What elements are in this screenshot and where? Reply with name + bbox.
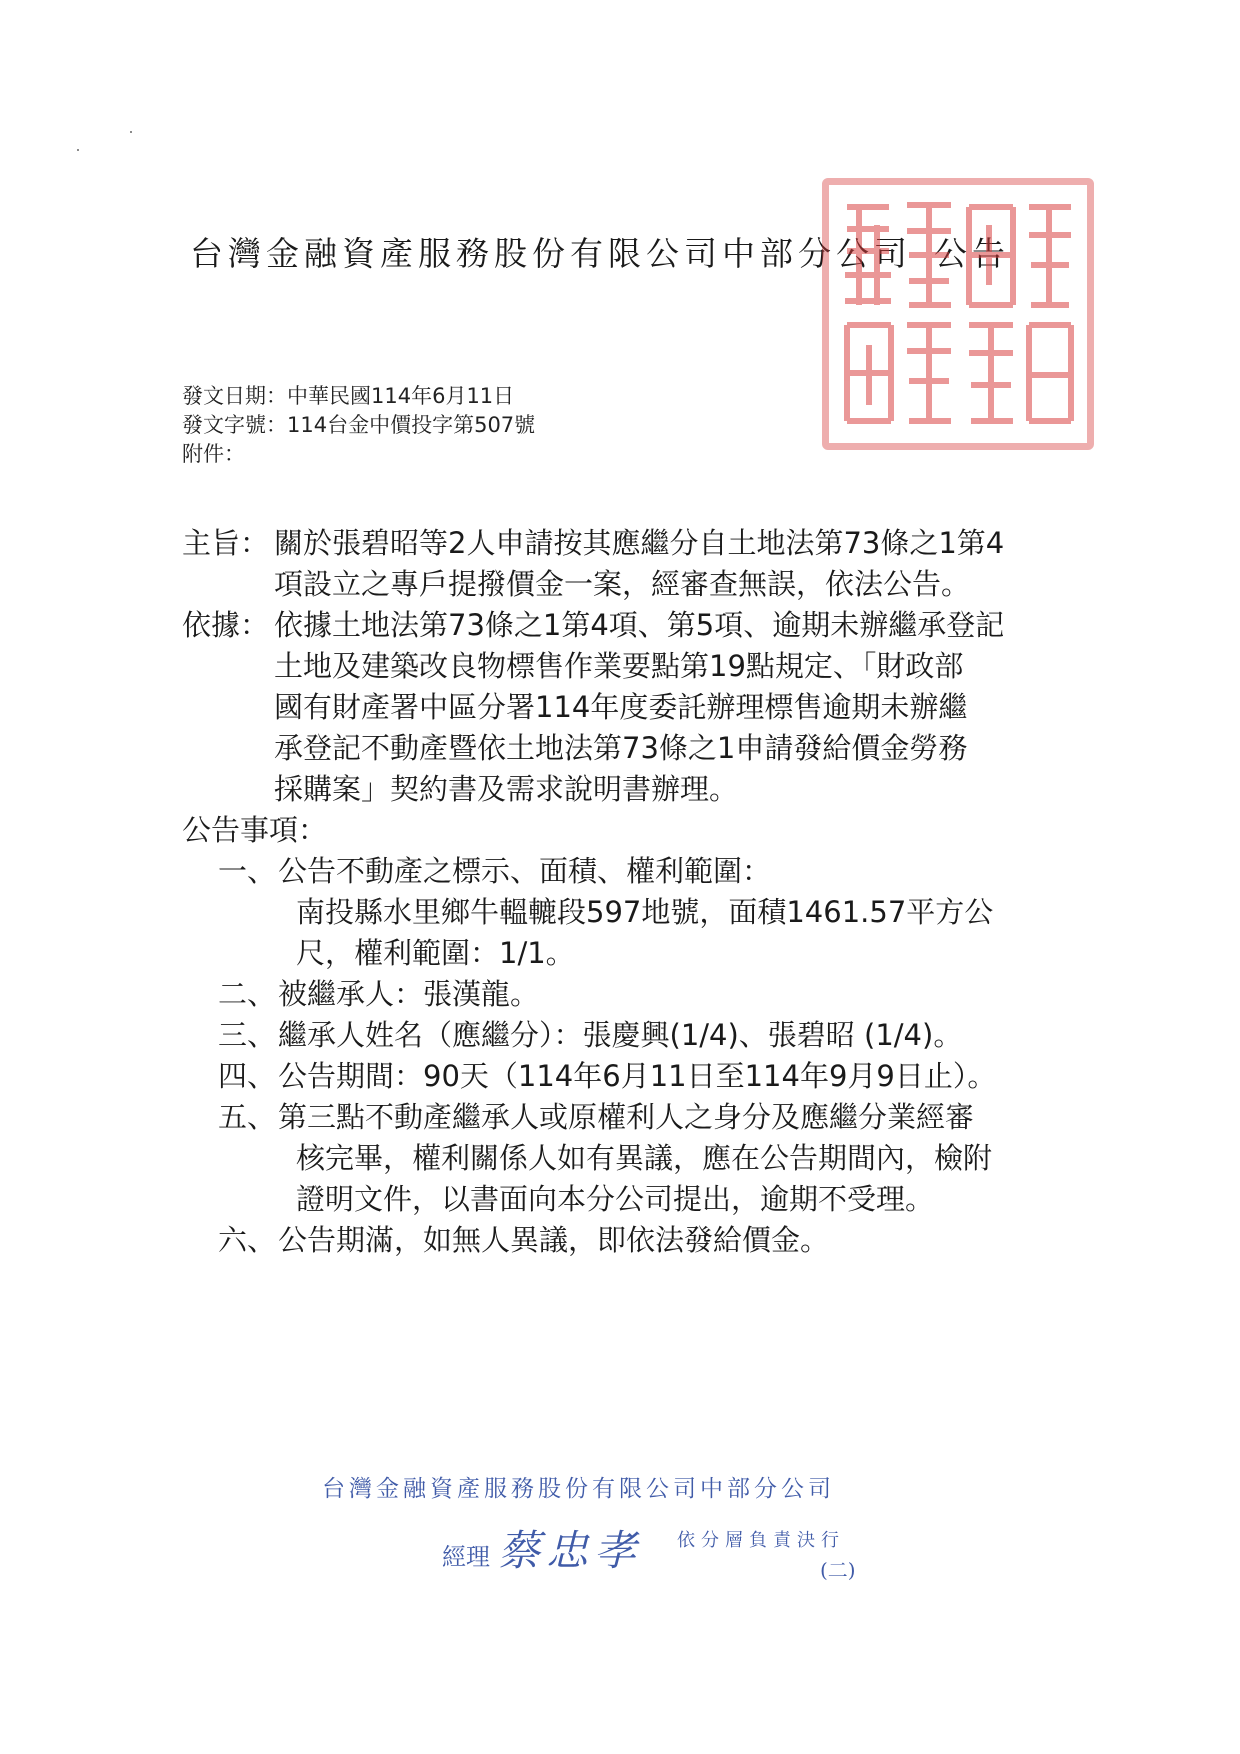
- item-number: 二、: [218, 977, 277, 1011]
- scan-speck: [77, 149, 79, 151]
- manager-signature: [442, 1518, 642, 1578]
- basis-label: 依據：: [182, 608, 270, 642]
- company-name: 台灣金融資產服務股份有限公司中部分公司: [190, 234, 912, 273]
- basis-line: 採購案」契約書及需求說明書辦理。: [274, 772, 739, 806]
- item-line: 公告期滿，如無人異議，即依法發給價金。: [278, 1223, 830, 1257]
- item-line: 第三點不動產繼承人或原權利人之身分及應繼分業經審: [278, 1100, 975, 1134]
- subject-line: 關於張碧昭等2人申請按其應繼分自土地法第73條之1第4: [274, 526, 1005, 560]
- announcement-body: [182, 523, 1082, 1261]
- notice-heading: 公告事項：: [182, 813, 328, 847]
- announcement-word: 公告: [934, 234, 1010, 273]
- item-line: 尺，權利範圍：1/1。: [296, 936, 575, 970]
- notice-item: [182, 974, 1082, 1015]
- basis-line: 承登記不動產暨依土地法第73條之1申請發給價金勞務: [274, 731, 968, 765]
- item-line: 被繼承人：張漢龍。: [278, 977, 540, 1011]
- scan-speck: [130, 131, 132, 133]
- subject-label: 主旨：: [182, 526, 270, 560]
- notice-item: [182, 851, 1082, 974]
- document-meta: [182, 382, 535, 469]
- subject-line: 項設立之專戶提撥價金一案，經審查無誤，依法公告。: [274, 567, 971, 601]
- attachment: 附件：: [182, 442, 245, 466]
- item-line: 公告期間：90天（114年6月11日至114年9月9日止）。: [278, 1059, 997, 1093]
- item-line: 南投縣水里鄉牛轀轆段597地號，面積1461.57平方公: [296, 895, 994, 929]
- item-number: 三、: [218, 1018, 277, 1052]
- notice-item: [182, 1015, 1082, 1056]
- item-number: 一、: [218, 854, 277, 888]
- item-line: 公告不動產之標示、面積、權利範圍：: [278, 854, 772, 888]
- item-line: 核完畢，權利關係人如有異議，應在公告期間內，檢附: [296, 1141, 993, 1175]
- signature-stamp: [322, 1470, 922, 1582]
- item-number: 四、: [218, 1059, 277, 1093]
- item-number: 五、: [218, 1100, 277, 1134]
- notice-item: [182, 1220, 1082, 1261]
- notice-item: [182, 1097, 1082, 1220]
- basis-line: 國有財產署中區分署114年度委託辦理標售逾期未辦繼: [274, 690, 968, 724]
- manager-label: 經理: [442, 1543, 490, 1571]
- issue-number: 發文字號：114台金中價投字第507號: [182, 413, 536, 437]
- manager-name: 蔡忠孝: [498, 1526, 643, 1575]
- subject-section: [182, 523, 1082, 605]
- basis-line: 依據土地法第73條之1第4項、第5項、逾期未辦繼承登記: [274, 608, 1005, 642]
- item-number: 六、: [218, 1223, 277, 1257]
- issue-date: 發文日期：中華民國114年6月11日: [182, 384, 515, 408]
- basis-section: [182, 605, 1082, 810]
- stamp-company-name: 台灣金融資產服務股份有限公司中部分公司: [322, 1476, 835, 1502]
- delegation-note: 依分層負責決行: [677, 1530, 845, 1551]
- item-line: 繼承人姓名（應繼分）：張慶興(1/4)、張碧昭 (1/4)。: [278, 1018, 963, 1052]
- delegation-level: (二): [820, 1558, 856, 1582]
- notice-item: [182, 1056, 1082, 1097]
- item-line: 證明文件，以書面向本分公司提出，逾期不受理。: [296, 1182, 935, 1216]
- basis-line: 土地及建築改良物標售作業要點第19點規定、「財政部: [274, 649, 964, 683]
- company-seal-stamp: [822, 178, 1094, 450]
